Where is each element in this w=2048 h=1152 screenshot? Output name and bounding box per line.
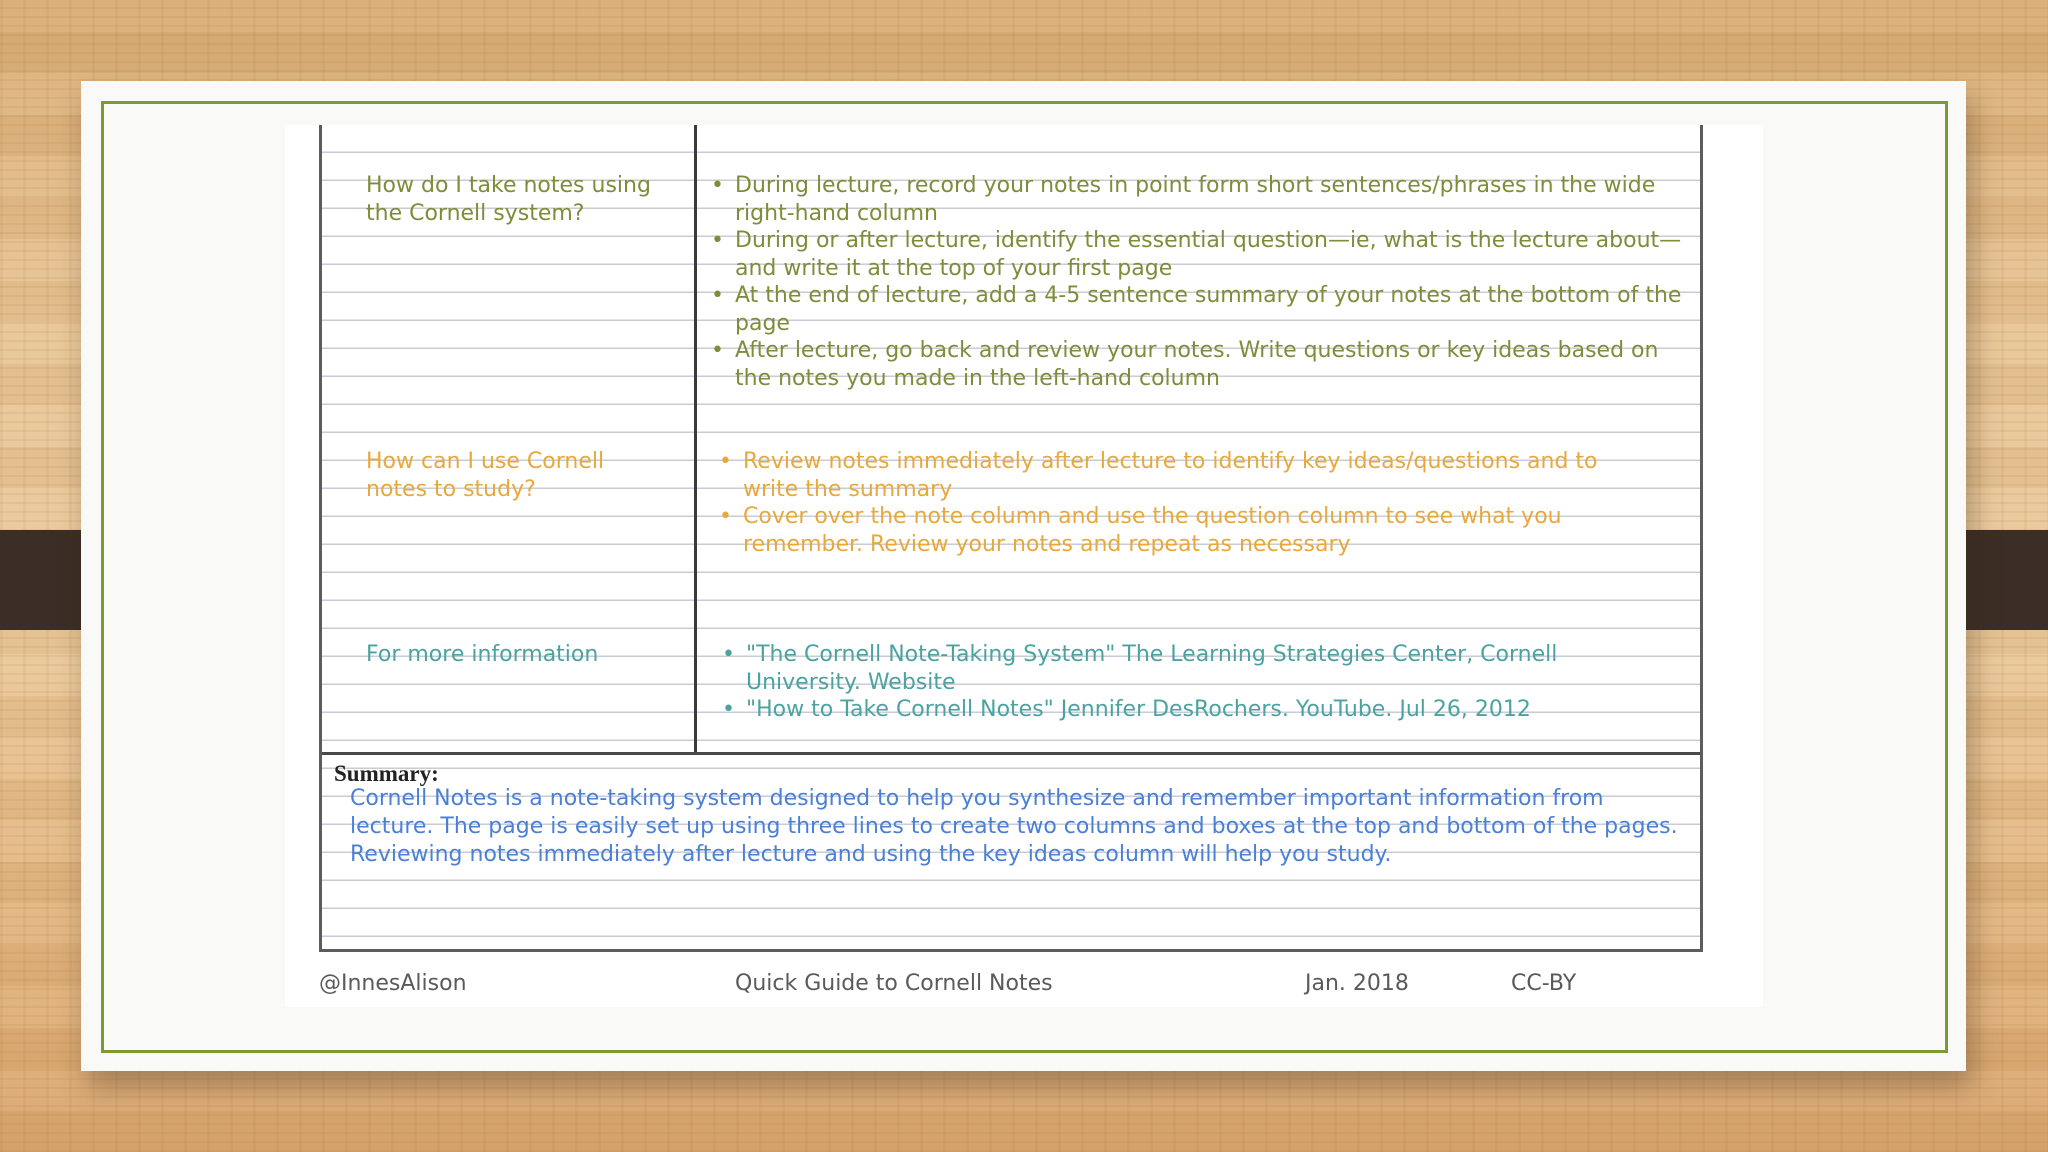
notes-more-info — [722, 641, 1602, 724]
notes-take-notes — [711, 172, 1683, 392]
cue-more-info: For more information — [366, 642, 599, 667]
footer-license: CC-BY — [1511, 971, 1577, 996]
footer-title: Quick Guide to Cornell Notes — [735, 971, 1053, 996]
summary-label: Summary: — [334, 761, 439, 786]
note-item: • After lecture, go back and review your notes. Write questions or key ideas based on the notes you made in the left-hand column — [711, 337, 1683, 392]
summary-text: Cornell Notes is a note-taking system designed to help you synthesize and remember important information from lecture. The page is easily set up using three lines to create two columns and boxes at the top and bottom of the pages. Reviewing notes immediately after lecture and using the key ideas column will help you study. — [350, 786, 1678, 867]
note-item: • Cover over the note column and use the question column to see what you remember. Review your notes and repeat as necessary — [719, 503, 1649, 558]
cue-column-divider — [694, 125, 697, 752]
note-item: • Review notes immediately after lecture to identify key ideas/questions and to write the summary — [719, 448, 1649, 503]
cornell-notes-sheet — [285, 125, 1763, 1007]
cornell-notes-table — [319, 125, 1703, 952]
note-item: • At the end of lecture, add a 4-5 sentence summary of your notes at the bottom of the page — [711, 282, 1683, 337]
cue-study: How can I use Cornell notes to study? — [366, 449, 605, 502]
footer-handle: @InnesAlison — [319, 971, 467, 996]
summary-divider — [322, 752, 1700, 755]
footer-date: Jan. 2018 — [1305, 971, 1409, 996]
note-item: • "The Cornell Note-Taking System" The Learning Strategies Center, Cornell University. Website — [722, 641, 1602, 696]
slide-card — [81, 81, 1966, 1071]
note-item: • "How to Take Cornell Notes" Jennifer DesRochers. YouTube. Jul 26, 2012 — [722, 696, 1602, 724]
cue-take-notes: How do I take notes using the Cornell system? — [366, 173, 651, 226]
notes-study — [719, 448, 1649, 558]
note-item: • During lecture, record your notes in point form short sentences/phrases in the wide right-hand column — [711, 172, 1683, 227]
note-item: • During or after lecture, identify the essential question—ie, what is the lecture about—and write it at the top of your first page — [711, 227, 1683, 282]
